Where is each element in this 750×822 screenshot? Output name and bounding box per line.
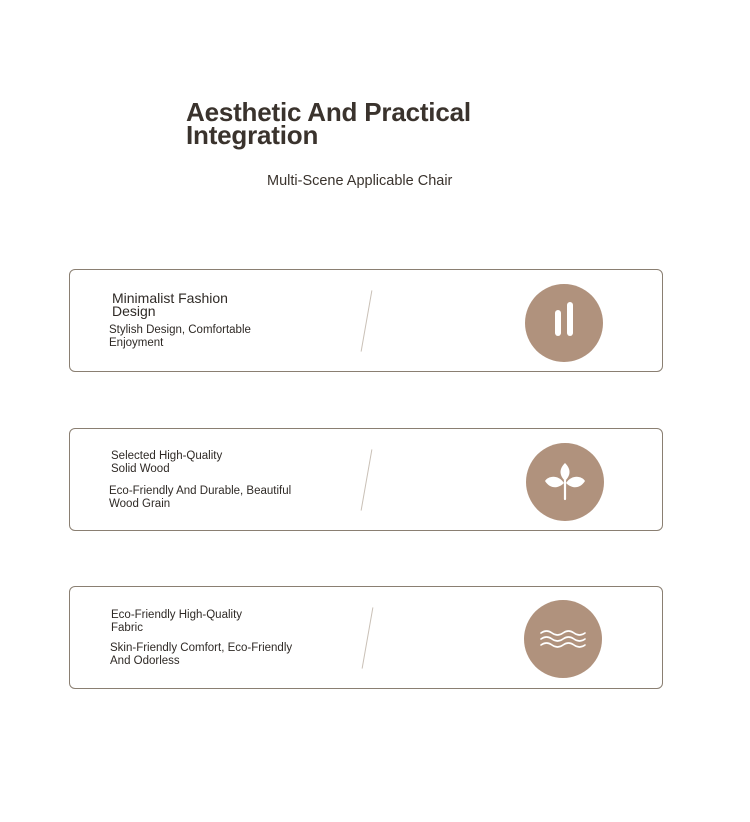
feature-heading: Minimalist Fashion Design (112, 290, 228, 319)
card-divider (361, 449, 373, 510)
title-line-1: Aesthetic And Practical (186, 97, 471, 127)
feature-heading: Eco-Friendly High-Quality Fabric (111, 609, 243, 634)
feature-description: Skin-Friendly Comfort, Eco-Friendly And Odorless (110, 642, 293, 667)
feature-card-fabric (69, 586, 663, 689)
feature-description: Stylish Design, Comfortable Enjoyment (109, 324, 251, 349)
waves-icon (524, 600, 602, 678)
page-subtitle: Multi-Scene Applicable Chair (267, 173, 453, 189)
page-title (186, 97, 546, 150)
feature-badge (526, 443, 604, 521)
feature-card-minimalist-design (69, 269, 663, 372)
pause-bars-icon (525, 284, 603, 362)
card-divider (362, 607, 374, 668)
feature-card-solid-wood (69, 428, 663, 531)
title-line-2: Integration (186, 120, 319, 150)
feature-badge (525, 284, 603, 362)
feature-badge (524, 600, 602, 678)
card-divider (361, 290, 373, 351)
feature-heading: Selected High-Quality Solid Wood (111, 450, 223, 475)
feature-description: Eco-Friendly And Durable, Beautiful Wood Grain (109, 485, 292, 510)
leaf-icon (526, 443, 604, 521)
